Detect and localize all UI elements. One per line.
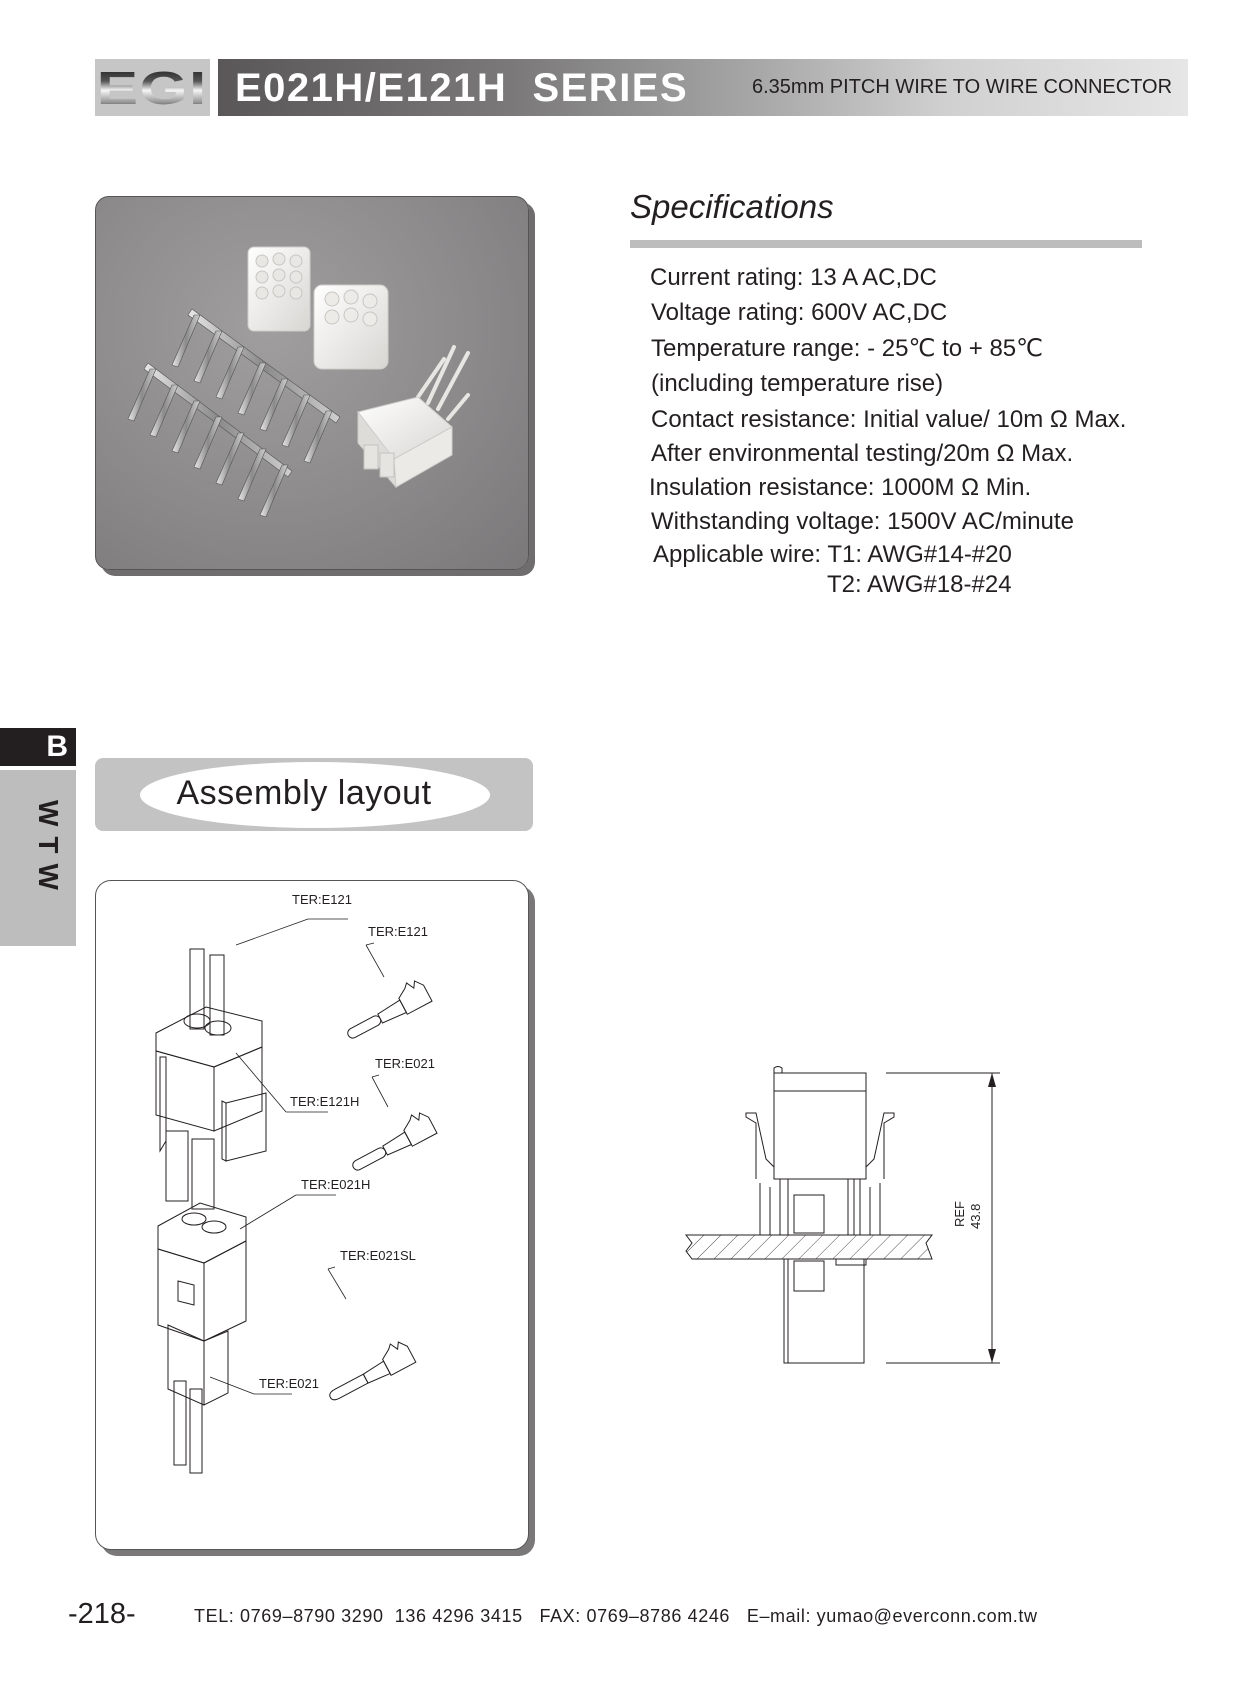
dimension-value-wrap bbox=[968, 1172, 983, 1229]
label-ter-e121-housing: TER:E121 bbox=[292, 892, 352, 907]
product-photo bbox=[95, 196, 529, 570]
spec-temperature-range: Temperature range: - 25℃ to + 85℃ bbox=[651, 335, 1044, 362]
footer-contact-info: TEL: 0769–8790 3290 136 4296 3415 FAX: 0769–8786 4246 E–mail: yumao@everconn.com.tw bbox=[194, 1606, 1038, 1626]
logo-text: EGI bbox=[96, 61, 209, 114]
label-ter-e021h: TER:E021H bbox=[301, 1177, 371, 1192]
spec-temperature-note: (including temperature rise) bbox=[651, 370, 944, 397]
series-title: E021H/E121H SERIES bbox=[235, 66, 689, 110]
spec-current-rating: Current rating: 13 A AC,DC bbox=[650, 264, 937, 291]
label-ter-e021sl: TER:E021SL bbox=[340, 1248, 416, 1263]
section-tab-letter: B bbox=[0, 728, 76, 766]
label-ter-e121h: TER:E121H bbox=[290, 1094, 360, 1109]
dimension-label bbox=[952, 1171, 967, 1227]
brand-logo bbox=[95, 59, 210, 116]
spec-applicable-wire-t2: T2: AWG#18-#24 bbox=[827, 571, 1012, 598]
section-tab bbox=[0, 770, 76, 946]
assembly-header bbox=[95, 758, 533, 831]
label-ter-e121-terminal: TER:E121 bbox=[368, 924, 428, 939]
spec-contact-resistance: Contact resistance: Initial value/ 10m Ω Max. bbox=[651, 406, 1127, 433]
assembly-drawing-panel bbox=[95, 880, 529, 1550]
housing-9pin-b bbox=[314, 285, 388, 369]
series-subtitle: 6.35mm PITCH WIRE TO WIRE CONNECTOR bbox=[752, 76, 1173, 98]
label-ter-e021-wire: TER:E021 bbox=[259, 1376, 319, 1391]
housing-9pin-a bbox=[248, 247, 310, 331]
panel-mount-cross-section bbox=[670, 1065, 1030, 1375]
section-tab-name: WTW bbox=[33, 800, 64, 900]
dimension-value: 43.8 bbox=[968, 1203, 983, 1229]
label-ter-e021-terminal: TER:E021 bbox=[375, 1056, 435, 1071]
spec-voltage-rating: Voltage rating: 600V AC,DC bbox=[651, 299, 948, 326]
specifications-divider bbox=[630, 240, 1142, 248]
terminal-strip-lower bbox=[128, 363, 292, 517]
dimension-ref: REF bbox=[952, 1201, 967, 1227]
spec-applicable-wire-t1: Applicable wire: T1: AWG#14-#20 bbox=[653, 541, 1012, 568]
assembly-line-drawing bbox=[96, 881, 528, 1549]
page-number: -218- bbox=[68, 1598, 136, 1630]
spec-insulation-resistance: Insulation resistance: 1000M Ω Min. bbox=[649, 474, 1032, 501]
spec-withstanding-voltage: Withstanding voltage: 1500V AC/minute bbox=[651, 508, 1074, 535]
specifications-title: Specifications bbox=[630, 188, 834, 225]
connector-photo-illustration bbox=[96, 197, 528, 569]
spec-contact-resistance-after: After environmental testing/20m Ω Max. bbox=[651, 440, 1074, 467]
assembly-title: Assembly layout bbox=[176, 774, 432, 812]
